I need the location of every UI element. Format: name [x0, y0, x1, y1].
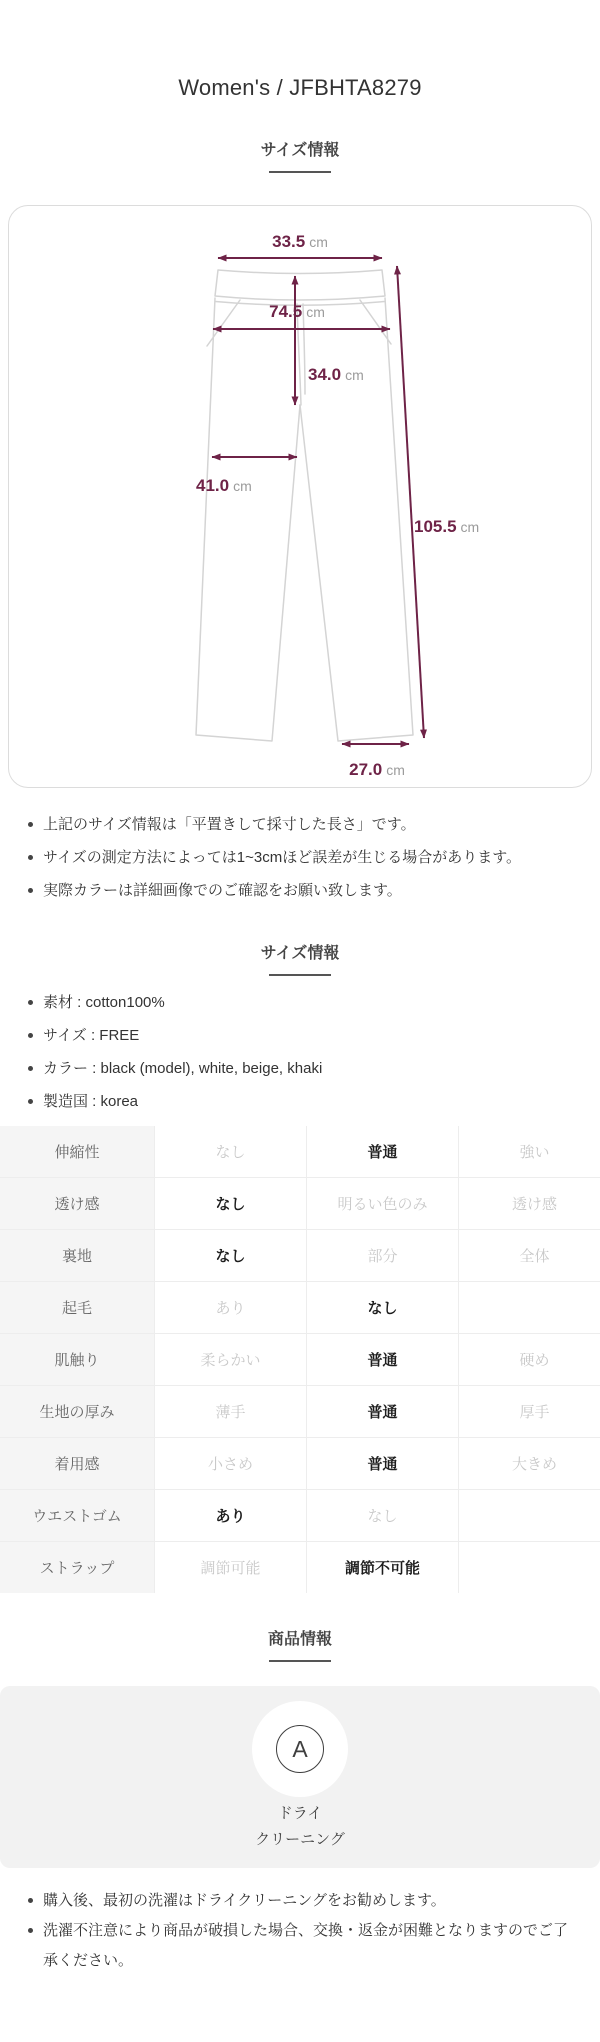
table-row-label: ストラップ — [0, 1542, 155, 1594]
table-option: 明るい色のみ — [307, 1178, 459, 1230]
table-option: 全体 — [459, 1230, 600, 1282]
header-underline — [269, 1660, 331, 1662]
header-underline — [269, 974, 331, 976]
dry-cleaning-icon: A — [276, 1725, 324, 1773]
table-option-selected: なし — [155, 1230, 307, 1282]
specs-header — [0, 943, 600, 976]
table-row-label: 生地の厚み — [0, 1386, 155, 1438]
table-option: なし — [155, 1126, 307, 1178]
table-row — [0, 1542, 600, 1594]
table-row — [0, 1230, 600, 1282]
care-symbol-background — [252, 1701, 348, 1797]
table-option-selected: 調節不可能 — [307, 1542, 459, 1594]
care-notes-list — [0, 1886, 600, 1976]
bullet-item: 購入後、最初の洗濯はドライクリーニングをお勧めします。 — [43, 1886, 580, 1916]
pants-measurement-diagram — [9, 206, 591, 787]
hem-width-label: 27.0 cm — [349, 760, 405, 779]
product-info-header — [0, 1629, 600, 1662]
header-underline — [269, 171, 331, 173]
bullet-item: 上記のサイズ情報は「平置きして採寸した長さ」です。 — [43, 808, 580, 841]
size-diagram-header-text: サイズ情報 — [0, 140, 600, 162]
table-option: 厚手 — [459, 1386, 600, 1438]
table-row-label: 伸縮性 — [0, 1126, 155, 1178]
table-option: なし — [307, 1490, 459, 1542]
thigh-width-label: 41.0 cm — [196, 476, 252, 495]
table-row-label: ウエストゴム — [0, 1490, 155, 1542]
pants-outline-drawing — [196, 270, 413, 741]
bullet-item: 製造国 : korea — [43, 1085, 580, 1118]
table-option: 硬め — [459, 1334, 600, 1386]
table-option: 部分 — [307, 1230, 459, 1282]
product-info-header-text: 商品情報 — [0, 1629, 600, 1651]
table-option-selected: 普通 — [307, 1334, 459, 1386]
table-option-selected: 普通 — [307, 1386, 459, 1438]
table-option: 調節可能 — [155, 1542, 307, 1594]
table-row — [0, 1490, 600, 1542]
table-row — [0, 1386, 600, 1438]
dimension-lines — [212, 258, 424, 744]
total-length-label: 105.5 cm — [414, 517, 479, 536]
table-option-selected: あり — [155, 1490, 307, 1542]
table-option — [459, 1542, 600, 1594]
table-option-selected: 普通 — [307, 1438, 459, 1490]
table-row-label: 透け感 — [0, 1178, 155, 1230]
size-diagram-panel — [8, 205, 592, 788]
care-instructions-box — [0, 1686, 600, 1868]
bullet-item: サイズ : FREE — [43, 1019, 580, 1052]
table-option: 強い — [459, 1126, 600, 1178]
care-label-line: ドライ — [255, 1801, 345, 1827]
specs-header-text: サイズ情報 — [0, 943, 600, 965]
table-row-label: 裏地 — [0, 1230, 155, 1282]
care-symbol-label — [255, 1801, 345, 1853]
table-option: あり — [155, 1282, 307, 1334]
waist-width-label: 33.5 cm — [272, 232, 328, 251]
bullet-item: 素材 : cotton100% — [43, 986, 580, 1019]
attribute-table — [0, 1126, 600, 1593]
table-option: 柔らかい — [155, 1334, 307, 1386]
bullet-item: カラー : black (model), white, beige, khaki — [43, 1052, 580, 1085]
table-row — [0, 1438, 600, 1490]
table-option — [459, 1282, 600, 1334]
table-row — [0, 1334, 600, 1386]
bullet-item: サイズの測定方法によっては1~3cmほど誤差が生じる場合があります。 — [43, 841, 580, 874]
bullet-item: 実際カラーは詳細画像でのご確認をお願い致します。 — [43, 874, 580, 907]
hip-width-label: 74.5 cm — [269, 302, 325, 321]
size-notes-list — [0, 808, 600, 907]
size-diagram-header — [0, 140, 600, 173]
table-row-label: 起毛 — [0, 1282, 155, 1334]
spec-list — [0, 986, 600, 1118]
table-row — [0, 1126, 600, 1178]
page-title: Women's / JFBHTA8279 — [0, 72, 600, 104]
table-option: 大きめ — [459, 1438, 600, 1490]
table-row-label: 肌触り — [0, 1334, 155, 1386]
table-option — [459, 1490, 600, 1542]
table-option: 薄手 — [155, 1386, 307, 1438]
table-option: 透け感 — [459, 1178, 600, 1230]
table-row-label: 着用感 — [0, 1438, 155, 1490]
bullet-item: 洗濯不注意により商品が破損した場合、交換・返金が困難となりますのでご了承ください。 — [43, 1916, 580, 1976]
table-option-selected: なし — [155, 1178, 307, 1230]
table-option-selected: なし — [307, 1282, 459, 1334]
table-option: 小さめ — [155, 1438, 307, 1490]
table-option-selected: 普通 — [307, 1126, 459, 1178]
front-rise-label: 34.0 cm — [308, 365, 364, 384]
table-row — [0, 1178, 600, 1230]
table-row — [0, 1282, 600, 1334]
care-label-line: クリーニング — [255, 1827, 345, 1853]
